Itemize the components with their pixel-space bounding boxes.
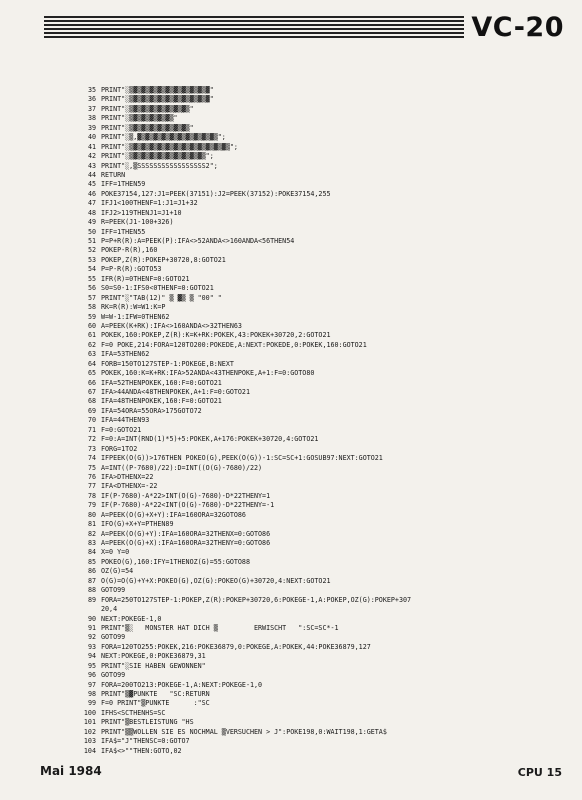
code-line: [82, 124, 564, 133]
code-text: IFF=1THEN59: [101, 180, 146, 189]
line-number: 55: [87, 274, 96, 283]
code-line: [82, 473, 564, 482]
line-number: 47: [87, 199, 96, 208]
line-number: 103: [83, 737, 96, 746]
code-line: [82, 530, 564, 539]
line-number: 99: [87, 699, 96, 708]
code-line: [82, 397, 564, 406]
code-line: [82, 747, 564, 756]
code-line: [82, 511, 564, 520]
code-text: F=0 PRINT"▒PUNKTE :"SC: [101, 699, 210, 708]
code-line: [82, 643, 564, 652]
code-text: IFO(G)+X+Y=PTHEN89: [101, 520, 174, 529]
code-text: GOTO99: [101, 671, 126, 680]
code-text: POKEP,Z(R):POKEP+30720,8:GOTO21: [101, 255, 226, 264]
code-text: PRINT"▒░ MONSTER HAT DICH ▒ ERWISCHT ":SC=SC*-1: [101, 623, 339, 632]
code-line: [82, 275, 564, 284]
code-text: PRINT"▒▒WOLLEN SIE ES NOCHMAL ▒VERSUCHEN > J":POKE198,0:WAIT198,1:GETA$: [101, 727, 387, 736]
code-text: PRINT"░▒▓▒▓▒▓▒▓▒▓▒▓▒▓▒": [101, 123, 194, 132]
code-line: [82, 313, 564, 322]
code-text: IFA=48THENPOKEK,160:F=0:GOTO21: [101, 397, 222, 406]
code-line: [82, 718, 564, 727]
line-number: 101: [83, 718, 96, 727]
issue-date: Mai 1984: [40, 764, 102, 778]
code-line: [82, 596, 564, 605]
line-number: 81: [87, 520, 96, 529]
code-text: X=0 Y=0: [101, 548, 130, 557]
line-number: 72: [87, 435, 96, 444]
code-line: [82, 690, 564, 699]
code-text: S0=S0-1:IFS0<0THENF=0:GOTO21: [101, 284, 214, 293]
code-text: IFA=52THENPOKEK,160:F=0:GOTO21: [101, 378, 222, 387]
code-text: PRINT"░▒▓▒▓▒▓▒▓▒▓▒▓▒▓▒▓▒▓▒";: [101, 152, 214, 161]
code-text: FORA=200TO213:POKEGE-1,A:NEXT:POKEGE-1,0: [101, 680, 263, 689]
code-text: IFJ2>119THENJ1=J1+10: [101, 208, 182, 217]
code-text: IFA=54ORA=55ORA>175GOTO72: [101, 406, 202, 415]
code-line: [82, 501, 564, 510]
code-line: [82, 143, 564, 152]
code-line: [82, 426, 564, 435]
code-text: P=P+R(R):A=PEEK(P):IFA<>52ANDA<>160ANDA<56THEN54: [101, 237, 295, 245]
code-text: POKEP-R(R),160: [101, 246, 158, 255]
line-number: 49: [87, 218, 96, 227]
code-line: [82, 407, 564, 416]
code-line: [82, 199, 564, 208]
line-number: 68: [87, 397, 96, 406]
line-number: 37: [87, 104, 96, 113]
code-text: RK=R(R):W=W1:K=P: [101, 303, 166, 312]
code-line: [82, 520, 564, 529]
code-text: NEXT:POKEGE,0:POKE36879,31: [101, 652, 206, 661]
line-number: 65: [87, 369, 96, 378]
code-line: [82, 256, 564, 265]
code-text: PRINT"░SIE HABEN GEWONNEN": [101, 661, 206, 670]
line-number: 63: [87, 350, 96, 359]
code-line: [82, 699, 564, 708]
code-line: [82, 105, 564, 114]
line-number: 59: [87, 312, 96, 321]
line-number: 42: [87, 152, 96, 161]
code-text: RETURN: [101, 170, 126, 179]
code-text: PRINT"░▒▓▒▓▒▓▒▓▒▓▒▓▒▓▒▓▒▓▒▓▒▓▒▓▒";: [101, 142, 238, 151]
line-number: 35: [87, 86, 96, 94]
line-number: 53: [87, 255, 96, 264]
line-number: 39: [87, 123, 96, 132]
code-text: O(G)=O(G)+Y+X:POKEO(G),OZ(G):POKEO(G)+30720,4:NEXT:GOTO21: [101, 576, 331, 585]
line-number: 80: [87, 510, 96, 519]
line-number: 44: [87, 170, 96, 179]
line-number: 95: [87, 661, 96, 670]
header-rules: [44, 16, 464, 40]
line-number: 43: [87, 161, 96, 170]
code-text: OZ(G)=54: [101, 567, 134, 576]
code-text: IFJ1<100THENF=1:J1=J1+32: [101, 199, 198, 208]
code-text: IFA$="J"THENSC=0:GOTO7: [101, 737, 190, 746]
code-line: [82, 709, 564, 718]
code-line: [82, 454, 564, 463]
code-text: POKEK,160:POKEP,Z(R):K=K+RK:POKEK,43:POKEK+30720,2:GOTO21: [101, 331, 331, 340]
code-text: IFA=53THEN62: [101, 350, 150, 359]
code-line: [82, 360, 564, 369]
line-number: 76: [87, 472, 96, 481]
line-number: 83: [87, 539, 96, 547]
line-number: 73: [87, 444, 96, 453]
line-number: 50: [87, 227, 96, 236]
line-number: 58: [87, 303, 96, 312]
code-line: [82, 416, 564, 425]
code-text: IF(P-7680)-A*22<INT(O(G)-7680)-D*22THENY=-1: [101, 501, 275, 510]
line-number: 104: [83, 746, 96, 755]
code-text: PRINT"░"TAB(12)" ▒ ▓▒ ▒ "00" ": [101, 293, 222, 302]
line-number: 57: [87, 293, 96, 302]
line-number: 54: [87, 265, 96, 274]
code-line: [82, 577, 564, 586]
code-line: [82, 652, 564, 661]
code-line: [82, 246, 564, 255]
line-number: 100: [83, 708, 96, 717]
code-text: IFF=1THEN55: [101, 227, 146, 236]
code-text: W=W-1:IFW=0THEN62: [101, 312, 170, 321]
line-number: 74: [87, 454, 96, 463]
line-number: 75: [87, 463, 96, 472]
code-line: [82, 237, 564, 246]
line-number: 102: [83, 727, 96, 736]
line-number: 94: [87, 652, 96, 661]
line-number: 67: [87, 388, 96, 396]
code-line: [82, 558, 564, 567]
code-text: POKE37154,127:J1=PEEK(37151):J2=PEEK(37152):POKE37154,255: [101, 189, 331, 198]
code-text: P=P-R(R):GOTO53: [101, 265, 162, 274]
code-text: R=PEEK(J1-100+326): [101, 218, 174, 227]
code-line: [82, 624, 564, 633]
line-number: 46: [87, 189, 96, 198]
code-text: IFA>DTHENX=22: [101, 472, 154, 481]
line-number: 90: [87, 614, 96, 623]
code-text: PRINT"▒BESTLEISTUNG "HS: [101, 718, 194, 727]
code-line: [82, 681, 564, 690]
code-line: [82, 86, 564, 95]
code-line: [82, 728, 564, 737]
code-text: IF(P-7680)-A*22>INT(O(G)-7680)-D*22THENY=1: [101, 491, 271, 500]
code-line: [82, 539, 564, 548]
code-line: [82, 671, 564, 680]
code-text: IFA$<>""THEN:GOTO,02: [101, 746, 182, 755]
code-line: [82, 180, 564, 189]
line-number: 51: [87, 237, 96, 245]
code-text: PRINT"░▒▓▒▓▒▓▒▓▒▓▒▓▒▓▒": [101, 104, 194, 113]
basic-listing: [82, 86, 564, 756]
code-line: [82, 341, 564, 350]
line-number: 56: [87, 284, 96, 293]
line-number: 98: [87, 690, 96, 698]
code-line: [82, 171, 564, 180]
line-number: 52: [87, 246, 96, 255]
code-text: IFA>44ANDA<48THENPOKEK,A+1:F=0:GOTO21: [101, 388, 250, 396]
code-line: [82, 265, 564, 274]
code-text: F=0 POKE,214:FORA=120TO200:POKEDE,A:NEXT:POKEDE,0:POKEK,160:GOTO21: [101, 340, 367, 349]
line-number: 86: [87, 567, 96, 576]
code-line: [82, 464, 564, 473]
line-number: 71: [87, 425, 96, 434]
code-line: [82, 303, 564, 312]
line-number: 89: [87, 595, 96, 604]
line-number: 66: [87, 378, 96, 387]
code-text: IFA<DTHENX=-22: [101, 482, 158, 491]
code-text: PRINT"░,▒SSSSSSSSSSSSSSSSS2";: [101, 161, 218, 170]
code-line: [82, 737, 564, 746]
line-number: 77: [87, 482, 96, 491]
code-text: FORG=1TO2: [101, 444, 138, 453]
line-number: 85: [87, 557, 96, 566]
code-text: A=INT((P-7680)/22):D=INT((O(G)-7680)/22): [101, 463, 263, 472]
code-text: PRINT"░▒▓▒▓▒▓▒▓▒▓▒▓▒▓▒▓▒▓▒▓": [101, 95, 214, 104]
code-line: [82, 331, 564, 340]
line-number: 70: [87, 416, 96, 425]
code-text: PRINT"░▒▓▒▓▒▓▒▓▒▓▒▓▒▓▒▓▒▓▒▓": [101, 86, 214, 94]
line-number: 91: [87, 623, 96, 632]
line-number: 87: [87, 576, 96, 585]
line-number: 41: [87, 142, 96, 151]
code-text: F=0:GOTO21: [101, 425, 142, 434]
code-line: [82, 445, 564, 454]
code-line: [82, 209, 564, 218]
code-line: [82, 114, 564, 123]
code-text: IFPEEK(O(G))>176THEN POKEO(G),PEEK(O(G))-1:SC=SC+1:GOSUB97:NEXT:GOTO21: [101, 454, 383, 463]
code-text: IFA=44THEN93: [101, 416, 150, 425]
code-line: [82, 605, 564, 614]
line-number: 96: [87, 671, 96, 680]
code-text: F=0:A=INT(RND(1)*5)+5:POKEK,A+176:POKEK+30720,4:GOTO21: [101, 435, 319, 444]
code-line: [82, 190, 564, 199]
code-text: FORB=150TO127STEP-1:POKEGE,B:NEXT: [101, 359, 234, 368]
line-number: 36: [87, 95, 96, 104]
code-text: PRINT"░▒,▓▒▓▒▓▒▓▒▓▒▓▒▓▒▓▒▓▒▓▒";: [101, 133, 226, 142]
code-text: GOTO99: [101, 586, 126, 595]
page-number: CPU 15: [517, 766, 562, 779]
line-number: 97: [87, 680, 96, 689]
line-number: 40: [87, 133, 96, 142]
line-number: 84: [87, 548, 96, 557]
code-text: PRINT"░▒▓▒▓▒▓▒▓▒▓▒": [101, 114, 178, 123]
line-number: 69: [87, 406, 96, 415]
line-number: 78: [87, 491, 96, 500]
line-number: 61: [87, 331, 96, 340]
code-text: A=PEEK(O(G)+X+Y):IFA=160ORA=32GOTO86: [101, 510, 246, 519]
line-number: 92: [87, 633, 96, 642]
line-number: 45: [87, 180, 96, 189]
code-line: [82, 152, 564, 161]
line-number: 64: [87, 359, 96, 368]
code-text: A=PEEK(O(G)+X):IFA=160ORA=32THENY=0:GOTO86: [101, 539, 271, 547]
code-line: [82, 369, 564, 378]
code-text: PRINT"▒▓PUNKTE "SC:RETURN: [101, 690, 210, 698]
line-number: 88: [87, 586, 96, 595]
code-text: A=PEEK(O(G)+Y):IFA=160ORA=32THENX=0:GOTO86: [101, 529, 271, 538]
code-text: IFR(R)=0THENF=0:GOTO21: [101, 274, 190, 283]
code-text: GOTO99: [101, 633, 126, 642]
code-line: [82, 482, 564, 491]
code-line: [82, 548, 564, 557]
code-line: [82, 379, 564, 388]
line-number: 79: [87, 501, 96, 510]
code-line: [82, 633, 564, 642]
code-line: [82, 615, 564, 624]
section-title: VC-20: [471, 12, 564, 43]
code-line: [82, 586, 564, 595]
code-text: A=PEEK(K+RK):IFA<>160ANDA<>32THEN63: [101, 321, 242, 330]
line-number: [82, 605, 96, 614]
code-text: POKEK,160:K=K+RK:IFA>52ANDA<43THENPOKE,A+1:F=0:GOTO80: [101, 369, 315, 378]
line-number: 62: [87, 340, 96, 349]
line-number: 38: [87, 114, 96, 123]
code-line: [82, 133, 564, 142]
code-text: 20,4: [101, 605, 118, 614]
code-line: [82, 567, 564, 576]
code-line: [82, 435, 564, 444]
code-line: [82, 350, 564, 359]
code-text: NEXT:POKEGE-1,0: [101, 614, 162, 623]
code-line: [82, 492, 564, 501]
code-line: [82, 662, 564, 671]
code-line: [82, 162, 564, 171]
code-text: FORA=120TO255:POKEK,216:POKE36879,0:POKEGE,A:POKEK,44:POKE36879,127: [101, 642, 371, 651]
code-text: POKEO(G),160:IFY=1THENOZ(G)=55:GOTO88: [101, 557, 250, 566]
code-line: [82, 294, 564, 303]
line-number: 48: [87, 208, 96, 217]
code-text: IFHS<SCTHENHS=SC: [101, 708, 166, 717]
line-number: 82: [87, 529, 96, 538]
code-line: [82, 322, 564, 331]
line-number: 93: [87, 642, 96, 651]
code-line: [82, 218, 564, 227]
code-line: [82, 284, 564, 293]
line-number: 60: [87, 321, 96, 330]
code-line: [82, 95, 564, 104]
code-line: [82, 228, 564, 237]
code-line: [82, 388, 564, 397]
code-text: FORA=250TO127STEP-1:POKEP,Z(R):POKEP+30720,6:POKEGE-1,A:POKEP,OZ(G):POKEP+307: [101, 595, 412, 604]
